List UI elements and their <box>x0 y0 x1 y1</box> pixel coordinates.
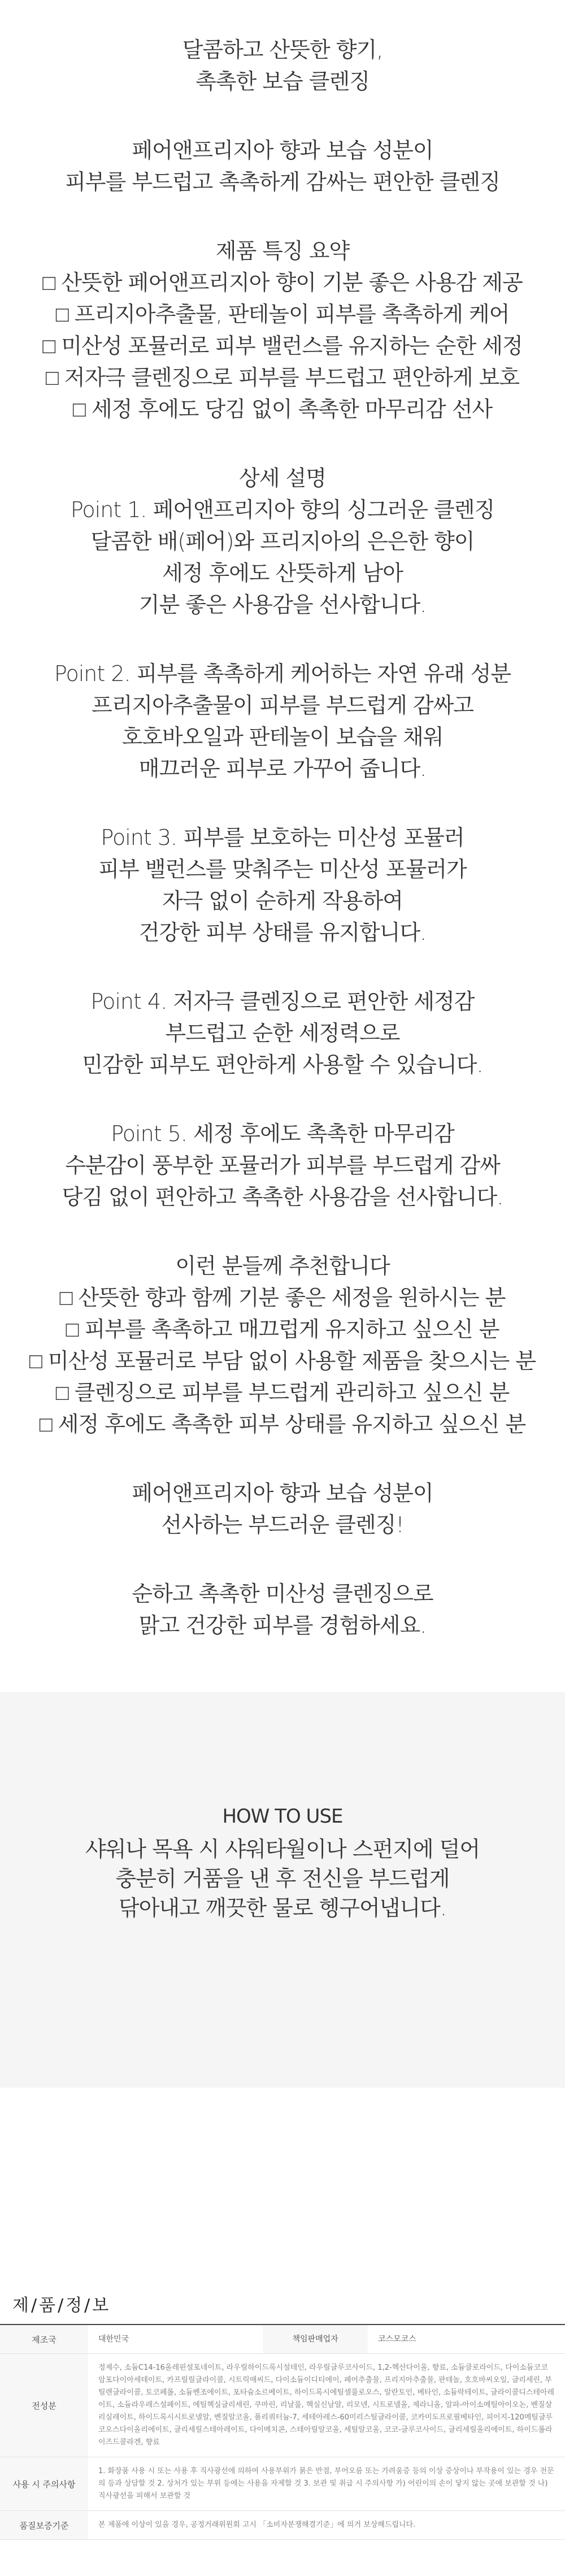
recommend-item: □ 클렌징으로 피부를 부드럽게 관리하고 싶으신 분 <box>55 1380 510 1405</box>
point4-block <box>0 986 565 1081</box>
feature-item: □ 저자극 클렌징으로 피부를 부드럽고 편안하게 보호 <box>45 365 520 390</box>
recommend-item: □ 세정 후에도 촉촉한 피부 상태를 유지하고 싶으신 분 <box>39 1412 526 1437</box>
summary-line: 페어앤프리지아 향과 보습 성분이 <box>132 138 433 163</box>
point-text: 매끄러운 피부로 가꾸어 줍니다. <box>138 756 427 781</box>
recommend-heading: 이런 분들께 추천합니다 <box>175 1254 390 1278</box>
point3-block <box>0 822 565 948</box>
point5-block <box>0 1118 565 1213</box>
closing-line: 순하고 촉촉한 미산성 클렌징으로 <box>132 1581 433 1606</box>
point-text: 피부 밸런스를 맞춰주는 미산성 포뮬러가 <box>98 857 467 882</box>
point-text: 세정 후에도 산뜻하게 남아 <box>162 561 403 586</box>
intro-block <box>0 34 565 97</box>
product-info-table <box>0 2324 565 2540</box>
responsible-label: 책임판매업자 <box>263 2325 368 2354</box>
recommend-block <box>0 1250 565 1440</box>
closing-block-1 <box>0 1477 565 1541</box>
how-to-use-line: 샤워나 목욕 시 샤워타월이나 스펀지에 덜어 <box>85 1837 480 1862</box>
point2-block <box>0 658 565 784</box>
table-row <box>0 2325 565 2354</box>
point-title: Point 2. 피부를 촉촉하게 케어하는 자연 유래 성분 <box>54 661 511 686</box>
how-to-use-title: HOW TO USE <box>222 1805 343 1828</box>
point-text: 자극 없이 순하게 작용하여 <box>162 888 403 913</box>
point-text: 민감한 피부도 편안하게 사용할 수 있습니다. <box>82 1052 483 1077</box>
closing-line: 맑고 건강한 피부를 경험하세요. <box>138 1613 427 1638</box>
point-text: 기분 좋은 사용감을 선사합니다. <box>138 592 427 617</box>
point1-block <box>0 462 565 621</box>
point-text: 수분감이 풍부한 포뮬러가 피부를 부드럽게 감싸 <box>65 1153 500 1178</box>
recommend-item: □ 미산성 포뮬러로 부담 없이 사용할 제품을 찾으시는 분 <box>29 1348 536 1373</box>
ingredients-value: 정제수, 소듐C14-16올레핀설포네이트, 라우릴하이드록시설테인, 라우릴글루코사이드, 1,2-헥산다이올, 향료, 소듐클로라이드, 다이소듐코코암포다이아세테이트, 카프릴릴글라이콜, 시트릭애씨드, 다이소듐이디티에이, 페어추출물, 프리지아추출물, 판테놀, 호호바씨오일, 글리세린, 부틸렌글라이콜, 토코페롤, 소듐벤조에이트, 포타슘소르베이트, 하이드록시에틸셀룰로오스, 알란토인, 베타인, 소듐락테이트, 글라이콜디스테아레이트, 소듐라우레스설페이트, 에틸헥실글리세린, 쿠마린, 리날룰, 헥실신남알, 리모넨, 시트로넬올, 제라니올, 알파-아이소메틸아이오논, 벤질살리실레이트, 하이드록시시트로넬알, 벤질알코올, 폴리쿼터늄-7, 세테아레스-60미리스틸글라이콜, 코카미도프로필베타인, 피이지-120메틸글루코오스다이올리에이트, 글리세릴스테아레이트, 다이메치콘, 스테아릴알코올, 세틸알코올, 코코-글루코사이드, 글리세릴올리에이트, 하이드롤라이즈드콜라겐, 향료 <box>88 2354 565 2457</box>
features-block <box>0 235 565 425</box>
point-title: Point 5. 세정 후에도 촉촉한 마무리감 <box>111 1121 454 1146</box>
feature-item: □ 산뜻한 페어앤프리지아 향이 기분 좋은 사용감 제공 <box>42 270 523 295</box>
standard-label: 품질보증기준 <box>0 2511 88 2540</box>
point-text: 건강한 피부 상태를 유지합니다. <box>138 920 427 945</box>
point-text: 호호바오일과 판테놀이 보습을 채워 <box>121 725 444 749</box>
point-text: 달콤한 배(페어)와 프리지아의 은은한 향이 <box>90 529 475 554</box>
summary-line: 피부를 부드럽고 촉촉하게 감싸는 편안한 클렌징 <box>65 170 500 194</box>
point-text: 프리지아추출물이 피부를 부드럽게 감싸고 <box>92 693 473 718</box>
caution-value: 1. 화장품 사용 시 또는 사용 후 직사광선에 의하여 사용부위가 붉은 반점, 부어오름 또는 가려움증 등의 이상 증상이나 부작용이 있는 경우 전문의 등과 상담할 것 2. 상처가 있는 부위 등에는 사용을 자제할 것 3. 보관 및 취급 시 주의사항 가) 어린이의 손이 닿지 않는 곳에 보관할 것 나) 직사광선을 피해서 보관할 것 <box>88 2457 565 2511</box>
point-title: Point 4. 저자극 클렌징으로 편안한 세정감 <box>90 989 475 1014</box>
recommend-item: □ 피부를 촉촉하고 매끄럽게 유지하고 싶으신 분 <box>66 1317 499 1342</box>
maker-label: 제조국 <box>0 2325 88 2354</box>
bottom-gap <box>0 2540 565 2557</box>
feature-item: □ 프리지아추출물, 판테놀이 피부를 촉촉하게 케어 <box>55 302 510 327</box>
how-to-use-line: 충분히 거품을 낸 후 전신을 부드럽게 <box>115 1866 450 1891</box>
closing-line: 선사하는 부드러운 클렌징! <box>161 1512 404 1537</box>
point-title: Point 3. 피부를 보호하는 미산성 포뮬러 <box>101 825 464 850</box>
standard-value: 본 제품에 이상이 있을 경우, 공정거래위원회 고시 「소비자분쟁해결기준」에 의거 보상해드립니다. <box>88 2511 565 2540</box>
recommend-item: □ 산뜻한 향과 함께 기분 좋은 세정을 원하시는 분 <box>59 1285 506 1310</box>
section-spacer <box>0 2088 565 2291</box>
point-title: Point 1. 페어앤프리지아 향의 싱그러운 클렌징 <box>70 497 495 522</box>
table-row <box>0 2511 565 2540</box>
intro-line: 촉촉한 보습 클렌징 <box>195 69 370 94</box>
responsible-value: 코스모코스 <box>368 2325 565 2354</box>
feature-item: □ 세정 후에도 당김 없이 촉촉한 마무리감 선사 <box>72 397 493 422</box>
point-text: 부드럽고 순한 세정력으로 <box>165 1021 400 1046</box>
intro-line: 달콤하고 산뜻한 향기, <box>182 37 383 62</box>
table-row <box>0 2457 565 2511</box>
closing-line: 페어앤프리지아 향과 보습 성분이 <box>132 1481 433 1506</box>
feature-item: □ 미산성 포뮬러로 피부 밸런스를 유지하는 순한 세정 <box>42 333 523 358</box>
caution-label: 사용 시 주의사항 <box>0 2457 88 2511</box>
table-row <box>0 2354 565 2457</box>
product-info-title: 제/품/정/보 <box>12 2296 111 2315</box>
maker-value: 대한민국 <box>88 2325 263 2354</box>
features-heading: 제품 특징 요약 <box>215 238 350 263</box>
summary-block <box>0 135 565 198</box>
how-to-use-line: 닦아내고 깨끗한 물로 헹구어냅니다. <box>119 1896 446 1920</box>
detail-heading: 상세 설명 <box>239 466 326 491</box>
closing-block-2 <box>0 1578 565 1641</box>
point-text: 당김 없이 편안하고 촉촉한 사용감을 선사합니다. <box>62 1185 503 1209</box>
ingredients-label: 전성분 <box>0 2354 88 2457</box>
how-to-use-section <box>0 1692 565 2088</box>
